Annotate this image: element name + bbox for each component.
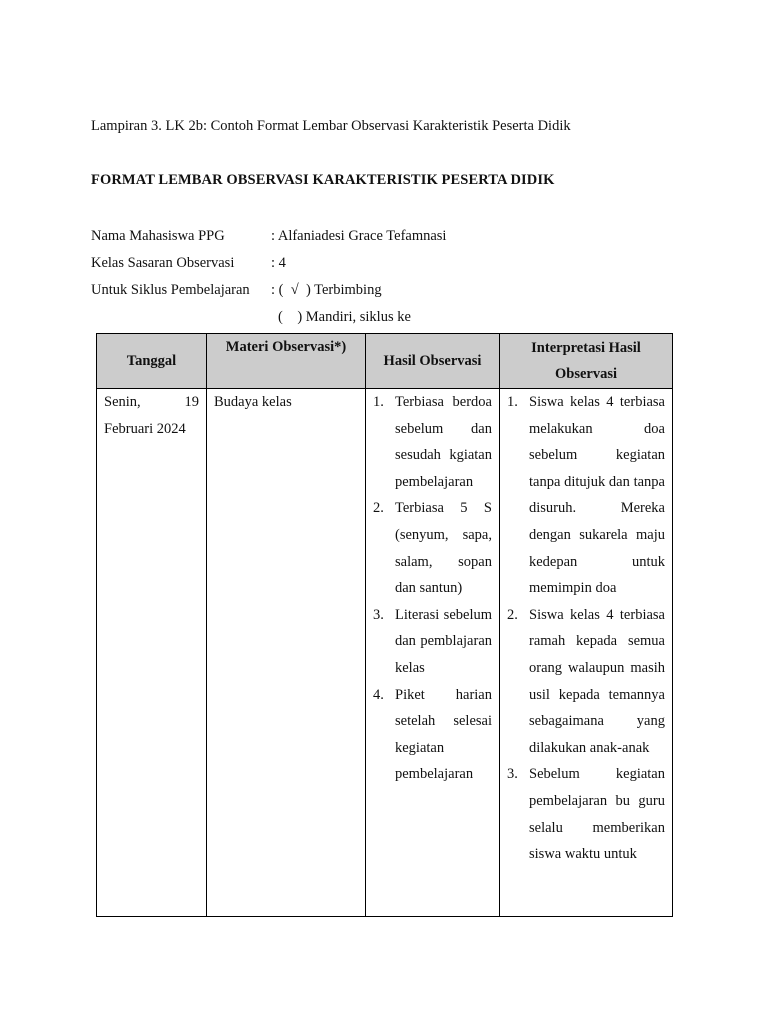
siklus-alt-value: ( ) Mandiri, siklus ke [278,309,411,325]
hasil-item [373,495,492,601]
interpretasi-item-number: 1. [507,394,518,410]
kelas-value: : 4 [271,255,286,271]
cell-tanggal [97,389,207,917]
cell-materi: Budaya kelas [207,389,366,917]
hasil-item-number: 2. [373,500,384,517]
header-tanggal: Tanggal [97,334,207,389]
header-interpretasi [500,334,673,389]
hasil-item-number: 4. [373,686,384,703]
date-day: Senin, [104,394,141,410]
hasil-list [373,389,492,788]
info-row-siklus [91,280,691,307]
hasil-item [373,602,492,682]
header-hasil: Hasil Observasi [366,334,500,389]
info-row-kelas [91,253,691,280]
cell-interpretasi [500,389,673,917]
hasil-item-text: Terbiasa berdoa sebelum dan sesudah kgiatan pembelajaran [395,394,492,490]
date-line [104,389,199,416]
nama-label: Nama Mahasiswa PPG [91,228,225,244]
header-materi: Materi Observasi*) [207,334,366,389]
header-interpretasi-line2: Observasi [554,366,618,382]
hasil-item-text: Terbiasa 5 S (senyum, sapa, salam, sopan dan santun) [395,500,492,597]
date-number: 19 [184,394,199,410]
interpretasi-item [507,602,665,762]
interpretasi-item [507,389,665,602]
siklus-label: Untuk Siklus Pembelajaran [91,282,250,298]
table-row [97,389,673,917]
observation-table [96,333,673,917]
nama-value: : Alfaniadesi Grace Tefamnasi [271,228,447,244]
document-title: FORMAT LEMBAR OBSERVASI KARAKTERISTIK PESERTA DIDIK [91,172,555,188]
cell-hasil [366,389,500,917]
info-row-siklus-alt [91,307,691,334]
interpretasi-item [507,761,665,867]
header-interpretasi-line1: Interpretasi Hasil [531,339,641,356]
siklus-value: : ( √ ) Terbimbing [271,282,382,298]
interpretasi-item-number: 3. [507,766,518,783]
hasil-item-number: 1. [373,394,384,410]
identity-block [91,226,691,334]
hasil-item [373,389,492,495]
interpretasi-item-number: 2. [507,606,518,623]
hasil-item-text: Literasi sebelum dan pemblajaran kelas [395,606,492,676]
interpretasi-item-text: Siswa kelas 4 terbiasa ramah kepada semua orang walaupun masih usil kepada temannya sebagaimana yang dilakukan anak-anak [529,606,665,756]
attachment-caption: Lampiran 3. LK 2b: Contoh Format Lembar Observasi Karakteristik Peserta Didik [91,118,571,134]
date-month-year: Februari 2024 [104,420,186,437]
interpretasi-item-text: Sebelum kegiatan pembelajaran bu guru selalu memberikan siswa waktu untuk [529,766,665,863]
hasil-item-text: Piket harian setelah selesai kegiatan pembelajaran [395,686,492,783]
info-row-nama [91,226,691,253]
interpretasi-item-text: Siswa kelas 4 terbiasa melakukan doa sebelum kegiatan tanpa ditujuk dan tanpa disuruh. Mereka dengan sukarela maju kedepan untuk memimpin doa [529,394,665,597]
table-header-row [97,334,673,389]
kelas-label: Kelas Sasaran Observasi [91,255,235,271]
hasil-item [373,682,492,788]
interpretasi-list [507,389,665,868]
hasil-item-number: 3. [373,606,384,623]
